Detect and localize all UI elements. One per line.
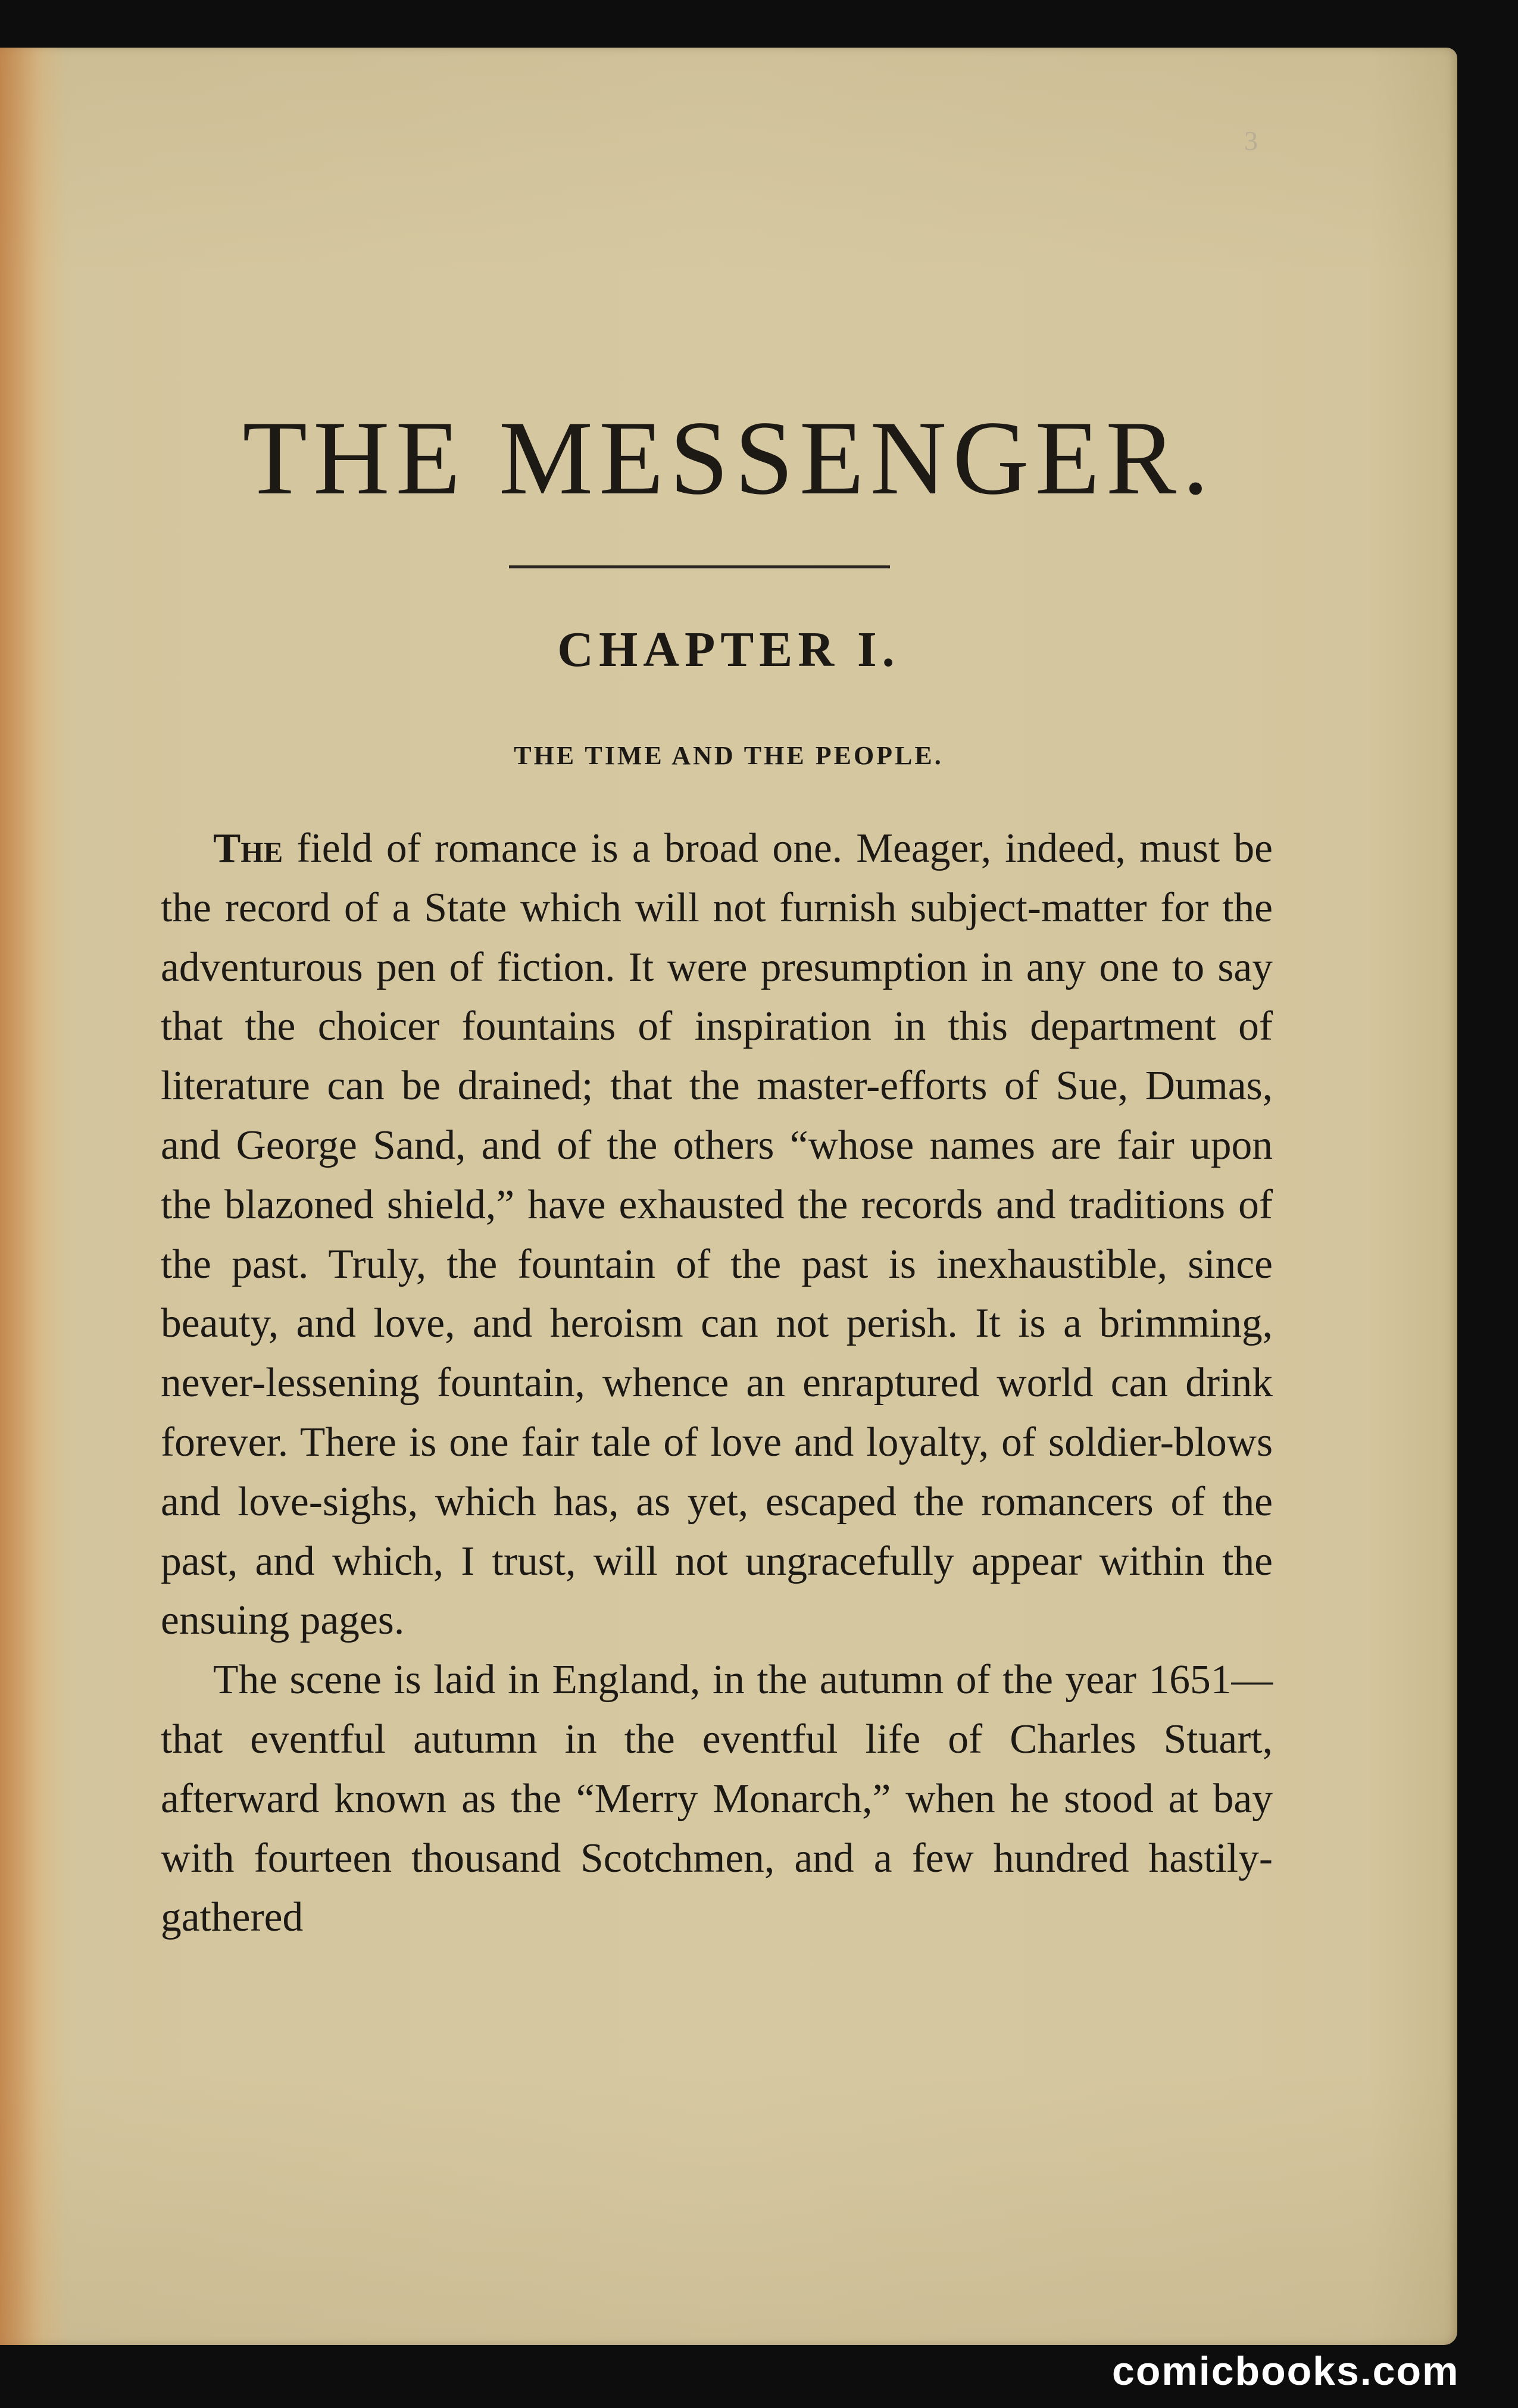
chapter-heading: CHAPTER I. (557, 622, 900, 677)
book-page (0, 48, 1457, 2345)
paragraph-text: The scene is laid in England, in the autumn of the year 1651—that eventful autumn in the eventful life of Charles Stuart, afterward known as the “Merry Monarch,” when he stood at bay with fourteen thousand Scotchmen, and a few hundred hastily-gathered (161, 1657, 1273, 1941)
book-title: THE MESSENGER. (242, 399, 1215, 517)
paragraph-1 (161, 819, 1273, 1650)
paragraph-lead-word: The (213, 825, 283, 871)
paragraph-text: field of romance is a broad one. Meager, indeed, must be the record of a State which will not furnish subject-matter for the adventurous pen of fiction. It were presumption in any one to say that the choicer fountains of inspiration in this department of literature can be drained; that the master-efforts of Sue, Dumas, and George Sand, and of the others “whose names are fair upon the blazoned shield,” have exhausted the records and traditions of the past. Truly, the fountain of the past is inexhaustible, since beauty, and love, and heroism can not perish. It is a brimming, never-lessening fountain, whence an enraptured world can drink forever. There is one fair tale of love and loyalty, of soldier-blows and love-sighs, which has, as yet, escaped the romancers of the past, and which, I trust, will not ungracefully appear within the ensuing pages. (161, 825, 1273, 1644)
page-edge-stain (0, 48, 65, 2345)
body-text (161, 819, 1273, 1947)
site-watermark: comicbooks.com (1112, 2348, 1460, 2394)
paragraph-2 (161, 1650, 1273, 1947)
section-heading: THE TIME AND THE PEOPLE. (514, 741, 944, 770)
title-rule (509, 565, 890, 568)
page-number: 3 (1244, 126, 1259, 156)
